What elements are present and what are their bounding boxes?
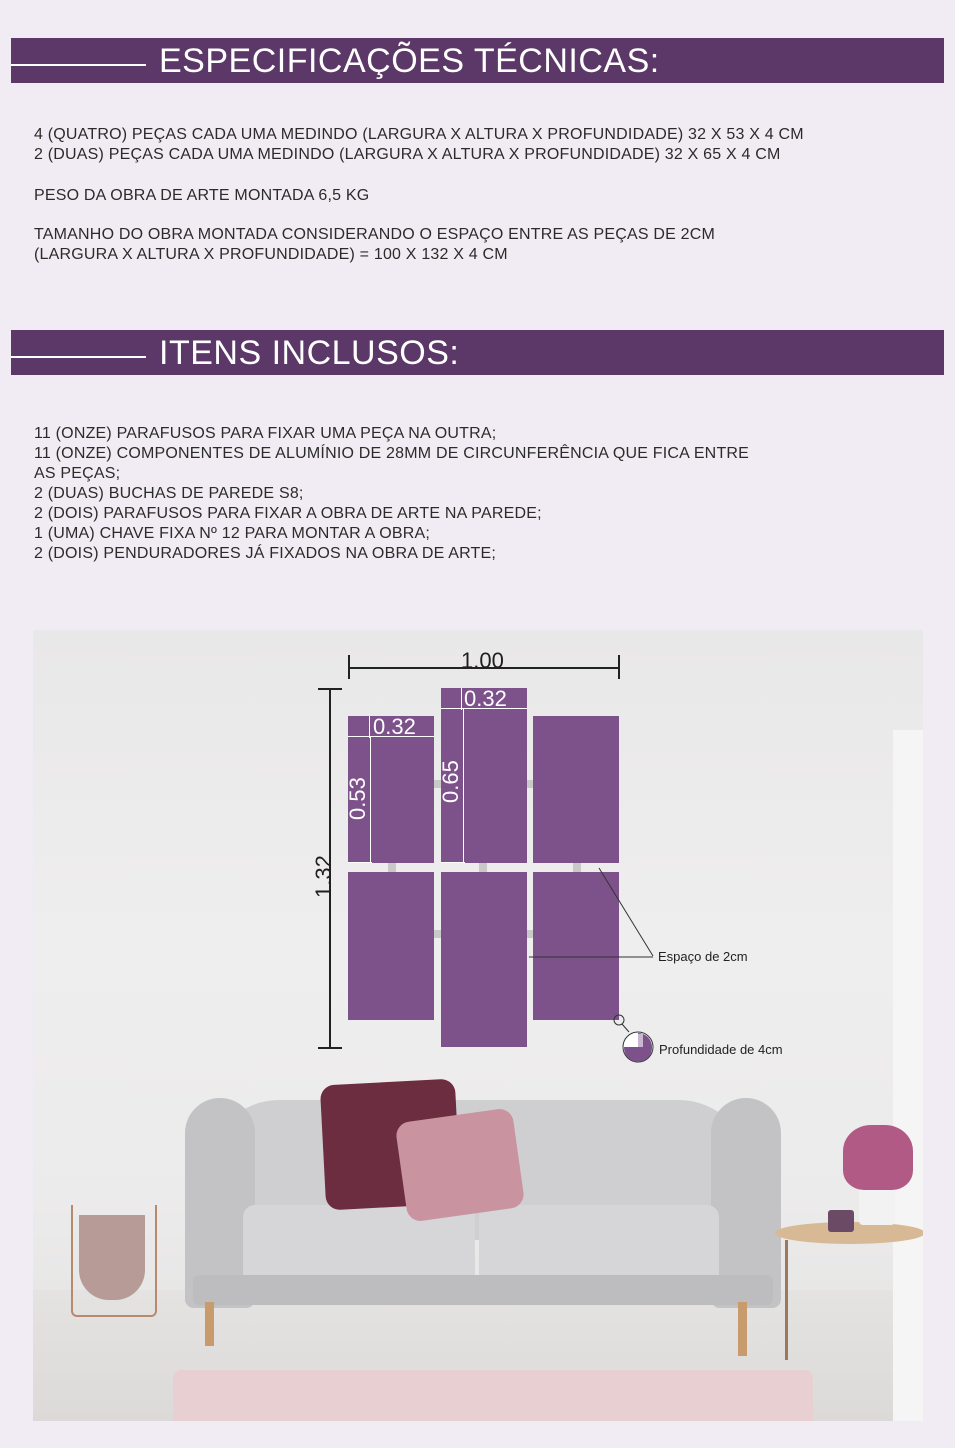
items-banner	[11, 330, 944, 375]
candle	[828, 1210, 854, 1232]
item-line: 2 (DOIS) PARAFUSOS PARA FIXAR A OBRA DE ARTE NA PAREDE;	[34, 505, 542, 522]
piece-height-label-tall: 0.65	[438, 760, 463, 803]
item-line: 2 (DOIS) PENDURADORES JÁ FIXADOS NA OBRA DE ARTE;	[34, 545, 497, 562]
piece-width-label-center: 0.32	[464, 686, 507, 711]
spec-line: 2 (DUAS) PEÇAS CADA UMA MEDINDO (LARGURA X ALTURA X PROFUNDIDADE) 32 X 65 X 4 CM	[34, 146, 781, 163]
pillow-pink	[395, 1107, 526, 1222]
spec-line: TAMANHO DO OBRA MONTADA CONSIDERANDO O ESPAÇO ENTRE AS PEÇAS DE 2CM	[34, 226, 716, 243]
plant-flowers	[843, 1125, 913, 1190]
room-scene	[33, 630, 923, 1421]
items-title: ITENS INCLUSOS:	[159, 334, 460, 372]
specs-banner	[11, 38, 944, 83]
piece-width-label-left: 0.32	[373, 714, 416, 739]
spec-line: (LARGURA X ALTURA X PROFUNDIDADE) = 100 X 132 X 4 CM	[34, 246, 508, 263]
sofa-leg	[205, 1302, 214, 1346]
item-line: 2 (DUAS) BUCHAS DE PAREDE S8;	[34, 485, 304, 502]
magazine-sling	[79, 1215, 145, 1300]
total-height-label: 1.32	[311, 855, 336, 898]
banner-rule	[11, 356, 146, 358]
spec-line: PESO DA OBRA DE ARTE MONTADA 6,5 KG	[34, 187, 370, 204]
side-table-leg	[785, 1240, 788, 1360]
spec-line: 4 (QUATRO) PEÇAS CADA UMA MEDINDO (LARGURA X ALTURA X PROFUNDIDADE) 32 X 53 X 4 CM	[34, 126, 804, 143]
specs-text	[34, 125, 804, 265]
gap-callout-label: Espaço de 2cm	[658, 949, 748, 964]
item-line: AS PEÇAS;	[34, 465, 121, 482]
sofa-base	[193, 1275, 773, 1305]
banner-rule	[11, 64, 146, 66]
depth-callout-label: Profundidade de 4cm	[659, 1042, 783, 1057]
specs-title: ESPECIFICAÇÕES TÉCNICAS:	[159, 42, 660, 80]
plant-pot	[859, 1185, 895, 1225]
item-line: 11 (ONZE) PARAFUSOS PARA FIXAR UMA PEÇA NA OUTRA;	[34, 425, 497, 442]
item-line: 1 (UMA) CHAVE FIXA Nº 12 PARA MONTAR A OBRA;	[34, 525, 431, 542]
sofa-leg	[738, 1302, 747, 1356]
items-text	[34, 424, 749, 564]
item-line: 11 (ONZE) COMPONENTES DE ALUMÍNIO DE 28MM DE CIRCUNFERÊNCIA QUE FICA ENTRE	[34, 445, 750, 462]
total-width-label: 1.00	[461, 648, 504, 673]
piece-height-label-small: 0.53	[345, 777, 370, 820]
